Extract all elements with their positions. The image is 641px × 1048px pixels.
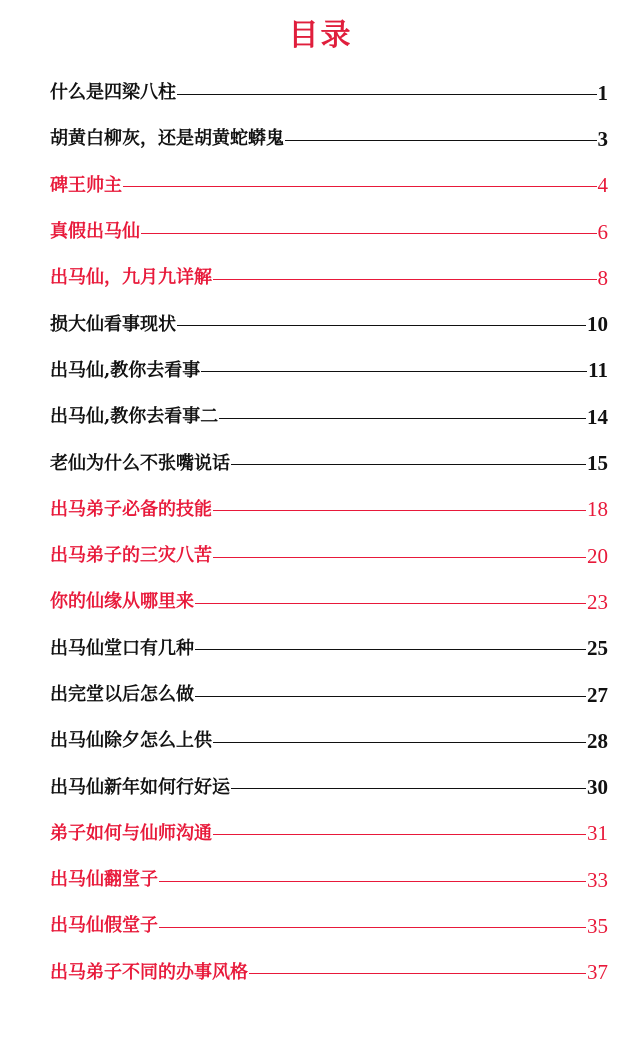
toc-leader-line [231,788,586,789]
toc-entry[interactable] [50,348,608,394]
toc-leader-line [213,557,586,558]
toc-leader-line [231,464,586,465]
toc-leader-line [177,94,597,95]
toc-leader-line [213,279,597,280]
toc-leader-line [213,742,586,743]
toc-entry-title: 出马仙新年如何行好运 [50,776,230,798]
toc-entry[interactable] [50,903,608,949]
toc-entry-page: 14 [587,404,608,429]
toc-entry[interactable] [50,579,608,625]
toc-leader-line [213,510,586,511]
toc-entry-page: 3 [597,126,608,151]
toc-leader-line [219,418,586,419]
toc-leader-line [195,603,586,604]
toc-entry-title: 出马仙堂口有几种 [50,637,194,659]
toc-entry-title: 碑王帅主 [50,174,122,196]
toc-entry-title: 出马仙除夕怎么上供 [50,730,212,752]
toc-entry-page: 10 [587,312,608,337]
toc-entry[interactable] [50,857,608,903]
toc-entry-page: 23 [587,589,608,614]
toc-entry-page: 4 [597,173,608,198]
toc-entry-title: 出马仙,教你去看事 [50,359,201,381]
toc-leader-line [201,371,587,372]
toc-entry-title: 出马仙假堂子 [50,915,158,937]
toc-entry-page: 18 [587,497,608,522]
toc-entry[interactable] [50,764,608,810]
toc-entry-title: 出马弟子的三灾八苦 [50,545,212,567]
toc-entry[interactable] [50,394,608,440]
toc-entry-title: 出马仙,教你去看事二 [50,406,219,428]
toc-leader-line [249,973,586,974]
toc-entry[interactable] [50,255,608,301]
toc-entry-title: 出马仙翻堂子 [50,869,158,891]
toc-entry[interactable] [50,163,608,209]
toc-entry-title: 损大仙看事现状 [50,313,176,335]
toc-leader-line [177,325,586,326]
toc-entry-page: 6 [597,219,608,244]
toc-entry[interactable] [50,950,608,996]
toc-entry[interactable] [50,811,608,857]
toc-entry[interactable] [50,209,608,255]
toc-entry-title: 弟子如何与仙师沟通 [50,822,212,844]
table-of-contents [50,70,608,996]
toc-entry[interactable] [50,487,608,533]
toc-entry-page: 20 [587,543,608,568]
toc-entry-title: 出马弟子不同的办事风格 [50,961,248,983]
toc-entry[interactable] [50,672,608,718]
toc-leader-line [285,140,597,141]
toc-entry-title: 老仙为什么不张嘴说话 [50,452,230,474]
toc-leader-line [195,649,586,650]
toc-leader-line [213,834,586,835]
toc-entry-page: 33 [587,867,608,892]
toc-entry-page: 27 [587,682,608,707]
toc-leader-line [159,927,586,928]
toc-entry-title: 出完堂以后怎么做 [50,684,194,705]
toc-entry-page: 25 [587,636,608,661]
toc-entry-title: 什么是四梁八柱 [50,82,176,104]
toc-entry[interactable] [50,718,608,764]
toc-entry-page: 31 [587,821,608,846]
toc-entry-page: 35 [587,913,608,938]
toc-entry-page: 8 [597,265,608,290]
toc-entry-page: 15 [587,451,608,476]
toc-leader-line [195,696,586,697]
toc-entry-page: 37 [587,960,608,985]
toc-entry-title: 出马仙，九月九详解 [50,267,212,289]
page-title: 目录 [288,18,353,53]
toc-entry-page: 30 [587,775,608,800]
toc-entry[interactable] [50,70,608,116]
toc-entry-page: 1 [597,80,608,105]
toc-entry[interactable] [50,440,608,486]
toc-entry-title: 你的仙缘从哪里来 [50,591,194,613]
toc-leader-line [141,233,597,234]
toc-entry-title: 真假出马仙 [50,221,140,243]
toc-leader-line [159,881,586,882]
toc-entry-title: 出马弟子必备的技能 [50,498,212,520]
toc-entry-page: 28 [587,728,608,753]
toc-entry[interactable] [50,116,608,162]
toc-entry-page: 11 [588,358,608,383]
toc-entry[interactable] [50,533,608,579]
toc-entry[interactable] [50,626,608,672]
toc-entry[interactable] [50,301,608,347]
toc-entry-title: 胡黄白柳灰，还是胡黄蛇蟒鬼 [50,128,284,150]
toc-leader-line [123,186,597,187]
